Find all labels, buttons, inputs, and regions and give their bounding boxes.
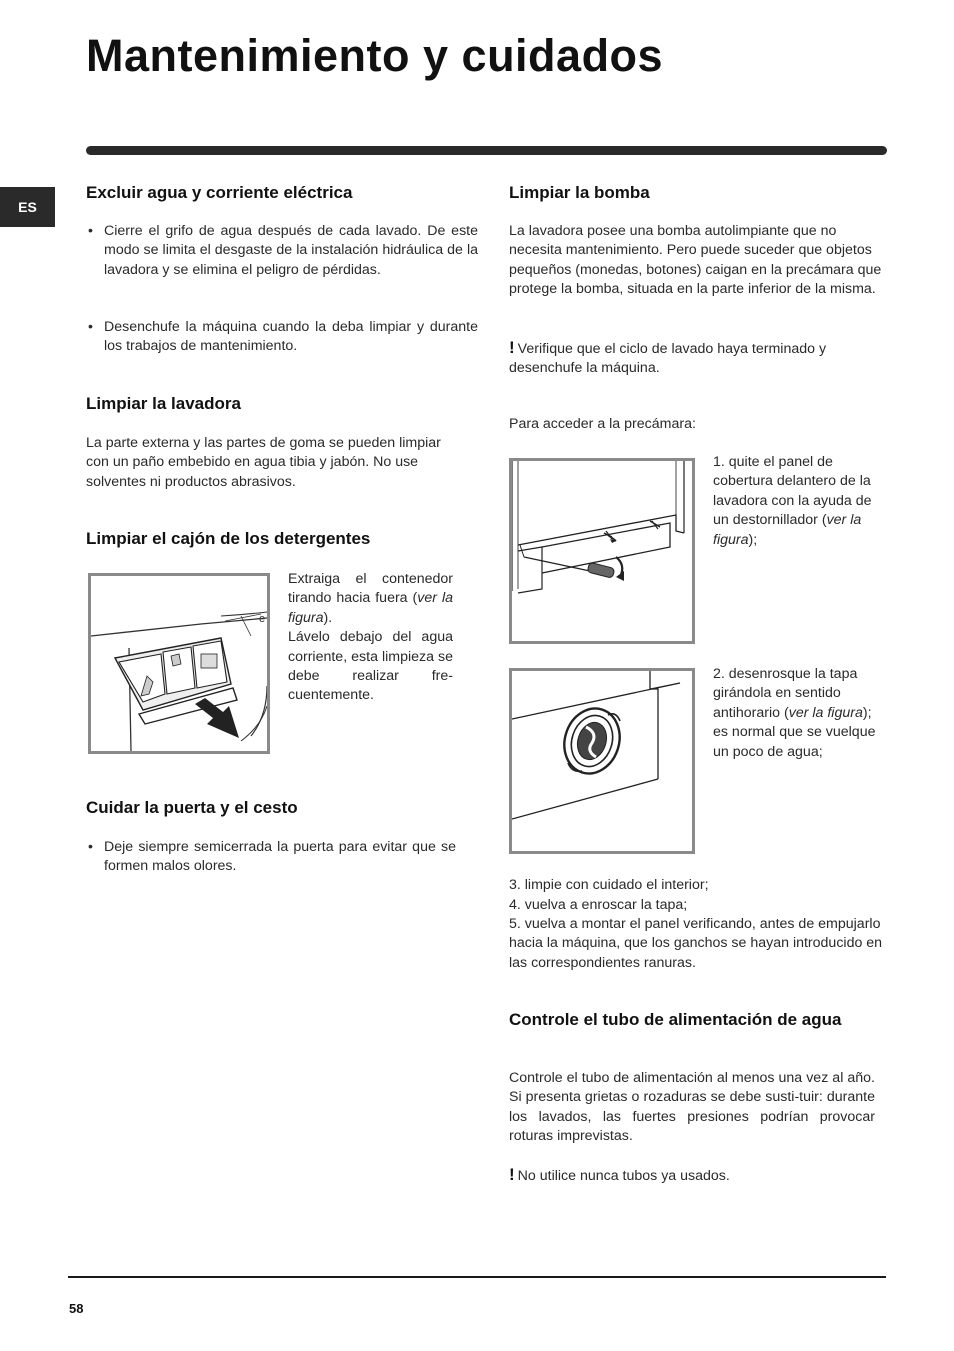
step-1-text-b: );	[748, 531, 758, 548]
step-5: 5. vuelva a montar el panel verificando, antes de empujarlo hacia la máquina, que los ganchos se hayan introducido en las correspondientes ranuras.	[509, 916, 883, 971]
footer-divider	[68, 1276, 886, 1278]
unscrew-cap-illustration	[512, 671, 692, 851]
step-1-text-a: 1. quite el panel de cobertura delantero de la lavadora con la ayuda de un destornillador (	[713, 454, 872, 529]
title-divider	[86, 146, 887, 155]
page-title: Mantenimiento y cuidados	[86, 30, 664, 81]
step-2-text-b: ); es normal que se vuelque un poco de agua;	[713, 704, 876, 760]
caption-drawer-wash: Lávelo debajo del agua corriente, esta limpieza se debe realizar fre-cuentemente.	[288, 629, 453, 704]
detergent-drawer-illustration	[91, 576, 267, 751]
step-2-ref: ver la figura	[788, 704, 863, 721]
step-4: 4. vuelva a enroscar la tapa;	[509, 897, 688, 913]
text-limpiar-bomba: La lavadora posee una bomba autolimpiante que no necesita mantenimiento. Pero puede suceder que objetos pequeños (monedas, botones) caigan en la precámara que protege la bomba, situada en la parte inferior de la misma.	[509, 223, 882, 298]
bullet-grifo: • Cierre el grifo de agua después de cada lavado. De este modo se limita el desgaste de la instalación hidráulica de la lavadora y se elimina el peligro de pérdidas.	[86, 222, 478, 280]
warning-mark: !	[509, 1165, 515, 1184]
heading-tubo-alimentacion: Controle el tubo de alimentación de agua	[509, 1010, 842, 1029]
caption-drawer-text-a: Extraiga el contenedor tirando hacia fuera (	[288, 571, 453, 607]
warning-desenchufe-text: Verifique que el ciclo de lavado haya terminado y desenchufe la máquina.	[509, 341, 827, 377]
heading-limpiar-bomba: Limpiar la bomba	[509, 183, 650, 202]
heading-cuidar-puerta: Cuidar la puerta y el cesto	[86, 798, 298, 817]
step-3: 3. limpie con cuidado el interior;	[509, 877, 709, 893]
step-2	[713, 665, 888, 762]
heading-limpiar-lavadora: Limpiar la lavadora	[86, 394, 241, 413]
warning-desenchufe	[509, 338, 869, 379]
caption-drawer-extract	[288, 570, 453, 706]
bullet-desenchufe: • Desenchufe la máquina cuando la deba limpiar y durante los trabajos de mantenimiento.	[86, 318, 478, 357]
step-1	[713, 453, 888, 550]
bullet-puerta: • Deje siempre semicerrada la puerta para evitar que se formen malos olores.	[86, 838, 456, 877]
warning-tubos	[509, 1165, 869, 1186]
warning-mark: !	[509, 338, 515, 357]
step-1-ref: ver la figura	[713, 512, 862, 548]
caption-drawer-ref: ver la figura	[288, 590, 454, 626]
figure-detergent-drawer	[88, 573, 270, 754]
text-limpiar-lavadora: La parte externa y las partes de goma se pueden limpiar con un paño embebido en agua tibia y jabón. No use solventes ni productos abrasivos.	[86, 435, 441, 490]
heading-excluir-agua: Excluir agua y corriente eléctrica	[86, 183, 353, 202]
language-tab: ES	[0, 187, 55, 227]
page-number: 58	[69, 1301, 84, 1316]
text-tubo-alimentacion: Controle el tubo de alimentación al menos una vez al año. Si presenta grietas o rozaduras se debe susti-tuir: durante los lavados, las fuertes presiones podrían provocar roturas imprevistas.	[509, 1070, 875, 1145]
step-2-text-a: 2. desenrosque la tapa girándola en sentido antihorario (	[713, 666, 858, 721]
caption-drawer-text-b: ).	[323, 609, 333, 626]
text-acceder: Para acceder a la precámara:	[509, 416, 696, 432]
warning-tubos-text: No utilice nunca tubos ya usados.	[517, 1168, 730, 1184]
remove-panel-illustration	[512, 461, 692, 641]
figure-unscrew-cap	[509, 668, 695, 854]
heading-limpiar-cajon: Limpiar el cajón de los detergentes	[86, 529, 371, 548]
figure-remove-panel	[509, 458, 695, 644]
svg-text:e: e	[259, 613, 266, 625]
